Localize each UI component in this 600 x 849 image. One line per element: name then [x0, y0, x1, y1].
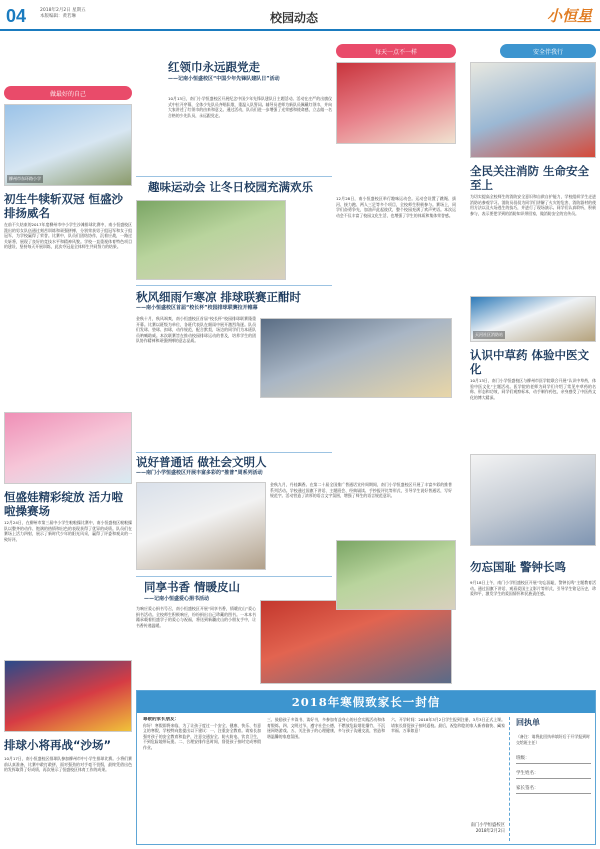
photo-cheerleading — [4, 412, 132, 484]
photo-sports-meet — [136, 200, 286, 280]
photo-volleyball-league — [260, 318, 452, 398]
photo-fire-community — [470, 296, 596, 342]
date-line: 2018年2月2日 星期五 — [40, 8, 86, 13]
letter-header — [137, 691, 595, 713]
headline-cheerleading: 恒盛娃精彩绽放 活力啦啦操赛场 — [4, 490, 124, 518]
photo-history-lesson — [470, 454, 596, 546]
article-body-red-scarf: 10月13日，南门小学恒盛校区开展纪念中国少年先锋队建队日主题活动。活动在庄严的出旗仪式中拉开序幕，全体少先队员齐唱队歌，重温入队誓词。辅导员老师为新队员佩戴红领巾，并向大家讲述了红领巾的由来和意义。通过活动，队员们进一步增强了光荣感和使命感，立志做一名合格的少先队员，永远跟党走。 — [168, 96, 332, 118]
article-body-putonghua: 金秋九月，丹桂飘香。在第二十届全国推广普通话宣传周期间，南门小学恒盛校区开展了丰富多彩的推普系列活动。学校通过国旗下讲话、主题班会、经典诵读、手抄报评比等形式，引导学生说好普通话，写好规范字。活动营造了浓厚的语言文字氛围，增强了师生的语言规范意识。 — [270, 482, 452, 499]
receipt-slip — [509, 717, 591, 841]
article-body-volleyball-again: 10月17日，南小恒盛校区排球队参加柳州市中小学生排球比赛。小将们赛前认真准备，比赛中敢打敢拼，面对强劲的对手毫不畏惧，最终凭借出色的发挥取得了好成绩，再次展示了恒盛校区体育工作的成果。 — [4, 756, 132, 773]
headline-sand-volleyball: 初生牛犊斩双冠 恒盛沙排扬威名 — [4, 192, 124, 220]
section-title: 校园动态 — [270, 11, 319, 25]
editor-line: 本版编辑：黄若琳 — [40, 14, 76, 19]
letter-sign-date: 2018年2月2日 — [475, 829, 505, 834]
article-body-book-donation: 为响应爱心捐书号召，南小恒盛校区开展“同享书香，情暖皮山”爱心捐书活动。全校师生积极响应，纷纷捐出自己珍藏的图书。一本本书籍承载着恒盛学子的爱心与祝福，将送到新疆皮山的小朋友手中，让书香传递温暖。 — [136, 606, 256, 628]
photo-volleyball-team — [4, 104, 132, 186]
letter-signature — [391, 823, 505, 835]
article-body-sports-meet: 12月28日，南小恒盛校区举行趣味运动会。运动会设置了跳绳、拔河、接力跑、两人三足等多个项目，全校师生积极参与。赛场上，同学们奋勇争先，加油声此起彼伏，整个校园充满了欢声笑语。本次运动会不仅丰富了校园文化生活，也增强了学生的体质和集体荣誉感。 — [336, 196, 456, 218]
headline-book-donation: 同享书香 情暖皮山 — [144, 580, 241, 594]
subhead-volleyball-league: ——南小恒盛校区首届“校长杯”校园排球联赛拉开帷幕 — [136, 305, 258, 311]
headline-remember-history: 勿忘国耻 警钟长鸣 — [470, 560, 567, 574]
letter-text-1: 你好！寒假即将来临，为了让孩子度过一个安全、健康、快乐、有意义的寒假，学校特向您提出以下建议：一、注重安全教育。请家长加强对孩子的安全教育和监护，注意交通安全、防火防电、饮食卫生，不到危险地带玩耍。二、合理安排作息时间，督促孩子按时完成寒假作业。 — [143, 722, 261, 750]
headline-volleyball-again: 排球小将再战“沙场” — [4, 738, 112, 752]
subhead-book-donation: ——记南小恒盛爱心捐书活动 — [144, 596, 210, 602]
article-body-herbs: 10月13日，南门小学恒盛校区与柳州市医学院联合开展“认识中草药，体验中医文化”主题活动。医学院的老师为同学们介绍了常见中草药的名称、形态和功效，同学们观察标本，动手制作药包，亲身感受了中医药文化的博大精深。 — [470, 378, 596, 400]
headline-sports-meet: 趣味运动会 让冬日校园充满欢乐 — [148, 180, 314, 194]
headline-red-scarf: 红领巾永远跟党走 — [168, 60, 260, 74]
photo-putonghua — [136, 482, 266, 570]
receipt-field-parent[interactable]: 家长签名： — [516, 785, 591, 794]
receipt-field-student[interactable]: 学生姓名： — [516, 770, 591, 779]
photo-label: 柳州市东环路小学 — [9, 176, 41, 181]
winter-letter-box — [136, 690, 596, 845]
banner-center: 每天一点不一样 — [336, 44, 456, 58]
letter-text-3: 六、开学时间：2018年3月2日学生报到注册，3月3日正式上课。请家长督促孩子按时返校。最后，祝您和您的家人新春愉快、阖家幸福、万事如意！ — [391, 717, 505, 734]
page-number: 04 — [6, 6, 27, 26]
photo-volleyball-stage — [4, 660, 132, 732]
letter-column-1 — [143, 717, 261, 839]
article-body-sand-volleyball: 在前不久结束的2017年度柳州市中小学生沙滩排球比赛中，南小恒盛校区派出的男女队伍通过刻苦训练和顽强拼搏，分别荣获男子组冠军和女子组冠军，为学校赢得了荣誉。比赛中，队员们团结协作，沉着应战，一路过关斩将，展现了良好的竞技水平和精神风貌。学校一直重视体育特色项目的建设，坚持每天开展训练，此次夺冠是全体师生共同努力的结果。 — [4, 222, 132, 250]
header-divider — [0, 29, 600, 31]
brand-logo: 小恒星 — [546, 7, 592, 25]
receipt-field-class[interactable]: 班级： — [516, 755, 591, 764]
headline-fire-safety: 全民关注消防 生命安全至上 — [470, 164, 590, 192]
subhead-red-scarf: ——记南小恒盛校区“中国少年先锋队建队日”活动 — [168, 76, 280, 82]
letter-title: 2018年寒假致家长一封信 — [291, 695, 441, 709]
article-body-fire-safety: 为切实提高全校师生的消防安全意识和自救自护能力，学校组织学生走进消防站参观学习。消防员叔叔为同学们讲解了火灾的危害、消防器材的使用方法以及火场逃生的技巧，并进行了现场演示。同学们认真聆听，积极参与，表示要把学到的消防知识带回家，做消防安全的宣传员。 — [470, 194, 596, 216]
photo-red-flag — [336, 62, 456, 144]
photo-label: 天河社区消防站 — [475, 332, 503, 337]
receipt-note: （备注：请将此回执单填好后于开学报到时交给班主任） — [516, 734, 590, 745]
page-header — [0, 0, 600, 32]
date-info — [40, 8, 100, 20]
letter-greeting: 尊敬的家长朋友： — [143, 717, 179, 722]
photo-rope-skipping — [336, 540, 456, 610]
article-body-cheerleading: 12月24日，在柳州市第三届中小学生啦啦操比赛中，南小恒盛校区啦啦操队以整齐的动作、饱满的热情和出色的表现获得了优异的成绩。队员们在赛场上活力四射，展示了新时代少年的阳光风采，赢得了评委和观众的一致好评。 — [4, 520, 132, 542]
divider — [136, 176, 332, 177]
banner-left: 做最好的自己 — [4, 86, 132, 100]
banner-right: 安全伴我行 — [500, 44, 596, 58]
headline-herbs: 认识中草药 体验中医文化 — [470, 348, 590, 376]
letter-signer: 南门小学恒盛校区 — [470, 823, 505, 828]
photo-fire-station — [470, 62, 596, 158]
photo-book-donation — [260, 600, 452, 684]
article-body-volleyball-league: 金秋十月，秋风飒爽，南小恒盛校区首届“校长杯”校园排球联赛隆重开幕。比赛以班级为单位，各班代表队在细雨中展开激烈角逐。队员们发球、垫球、扣球，动作规范，配合默契，场边的同学们为本班队员呐喊助威。本次联赛旨在推动校园排球运动的普及，培养学生的团队协作精神和顽强拼搏的意志品质。 — [136, 316, 256, 344]
receipt-title: 回执单 — [516, 718, 540, 727]
headline-volleyball-league: 秋风细雨乍寒凉 排球联赛正酣时 — [136, 290, 302, 304]
divider — [136, 285, 332, 286]
headline-putonghua: 说好普通话 做社会文明人 — [136, 455, 267, 469]
divider — [136, 576, 332, 577]
divider — [136, 452, 332, 453]
subhead-putonghua: ——南门小学恒盛校区开展丰富多彩的“推普”周系列活动 — [136, 470, 263, 476]
article-body-remember-history: 9月18日上午，南门小学恒盛校区开展“勿忘国耻，警钟长鸣”主题教育活动。通过国旗下讲话、观看爱国主义影片等形式，引导学生铭记历史，珍爱和平，激发学生的爱国情怀和民族责任感。 — [470, 580, 596, 597]
letter-text-2: 三、鼓励孩子多读书、读好书，多参加有益身心的社会实践活动和体育锻炼。四、文明过节，遵守社会公德，不燃放危险烟花爆竹，不沉迷网络游戏。五、关注孩子的心理健康，多与孩子沟通交流，营造和谐温馨的家庭氛围。 — [267, 717, 385, 739]
